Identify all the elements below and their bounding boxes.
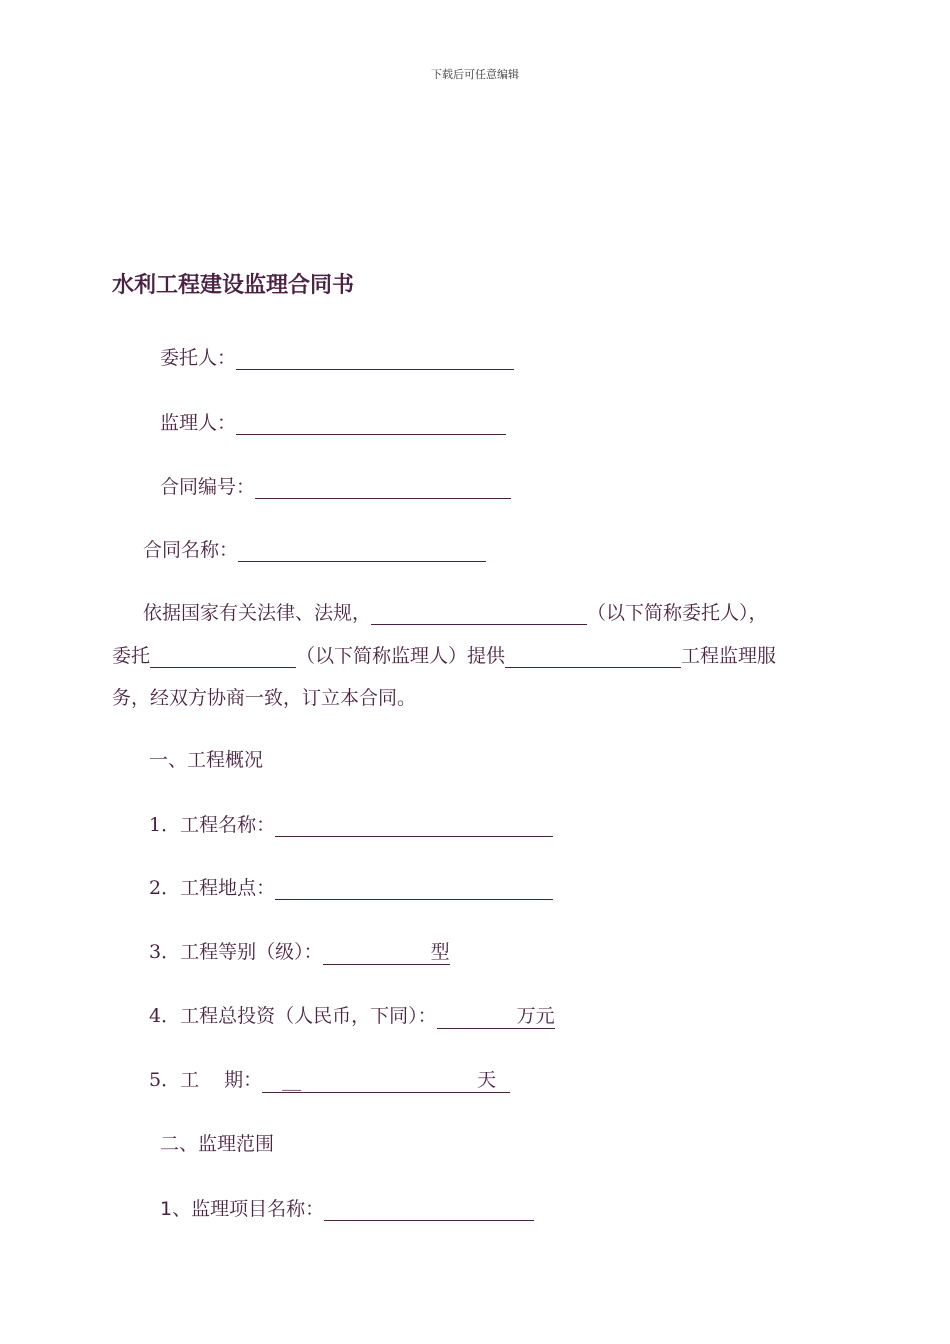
page-header-note: 下载后可任意编辑	[431, 68, 519, 81]
project-investment-item	[149, 1001, 555, 1029]
preamble-text: 依据国家有关法律、法规，	[143, 602, 372, 624]
client-field	[160, 343, 514, 370]
supervisor-blank[interactable]	[236, 414, 506, 435]
project-investment-blank[interactable]	[437, 1001, 555, 1029]
preamble-line-1	[143, 598, 768, 625]
project-duration-blank[interactable]	[262, 1065, 510, 1093]
item-label: 3．工程等别（级）：	[149, 941, 323, 963]
grade-suffix: 型	[430, 941, 450, 963]
supervision-project-name-item	[160, 1194, 534, 1221]
project-grade-item	[149, 937, 450, 965]
supervisor-name-blank[interactable]	[150, 647, 296, 668]
preamble-line-3	[112, 683, 416, 710]
item-label: 2．工程地点：	[149, 877, 276, 899]
project-name-field-blank[interactable]	[275, 816, 553, 837]
client-name-blank[interactable]	[371, 604, 587, 625]
project-location-blank[interactable]	[275, 879, 553, 900]
project-name-blank[interactable]	[505, 647, 681, 668]
item-label: 5．工 期：	[149, 1069, 263, 1091]
project-name-item	[149, 810, 553, 837]
project-duration-item	[149, 1065, 510, 1093]
contract-number-field	[160, 472, 511, 499]
supervisor-field	[160, 408, 506, 435]
document-title: 水利工程建设监理合同书	[112, 273, 355, 298]
item-label: 4．工程总投资（人民币，下同）：	[149, 1005, 437, 1027]
duration-prefix: __	[282, 1069, 302, 1091]
project-grade-blank[interactable]	[323, 937, 450, 965]
client-label: 委托人：	[160, 347, 237, 369]
preamble-text: 务，经双方协商一致，订立本合同。	[112, 687, 417, 709]
preamble-text: （以下简称委托人），	[587, 602, 768, 624]
contract-name-field	[143, 535, 486, 562]
preamble-text: 委托	[112, 645, 151, 667]
item-label: 1．工程名称：	[149, 814, 276, 836]
duration-suffix: 天	[477, 1069, 497, 1091]
section-2-heading: 二、监理范围	[160, 1133, 275, 1155]
preamble-line-2	[112, 641, 776, 668]
contract-name-blank[interactable]	[238, 541, 486, 562]
supervision-project-name-blank[interactable]	[324, 1200, 534, 1221]
item-label: 、监理项目名称：	[172, 1198, 325, 1220]
preamble-text: 工程监理服	[681, 645, 777, 667]
item-number: 1	[160, 1198, 173, 1220]
contract-name-label: 合同名称：	[143, 539, 239, 561]
contract-number-blank[interactable]	[255, 478, 511, 499]
investment-suffix: 万元	[516, 1005, 555, 1027]
project-location-item	[149, 873, 553, 900]
contract-number-label: 合同编号：	[160, 476, 256, 498]
client-blank[interactable]	[236, 349, 514, 370]
supervisor-label: 监理人：	[160, 412, 237, 434]
preamble-text: （以下简称监理人）提供	[296, 645, 506, 667]
section-1-heading: 一、工程概况	[149, 749, 264, 771]
